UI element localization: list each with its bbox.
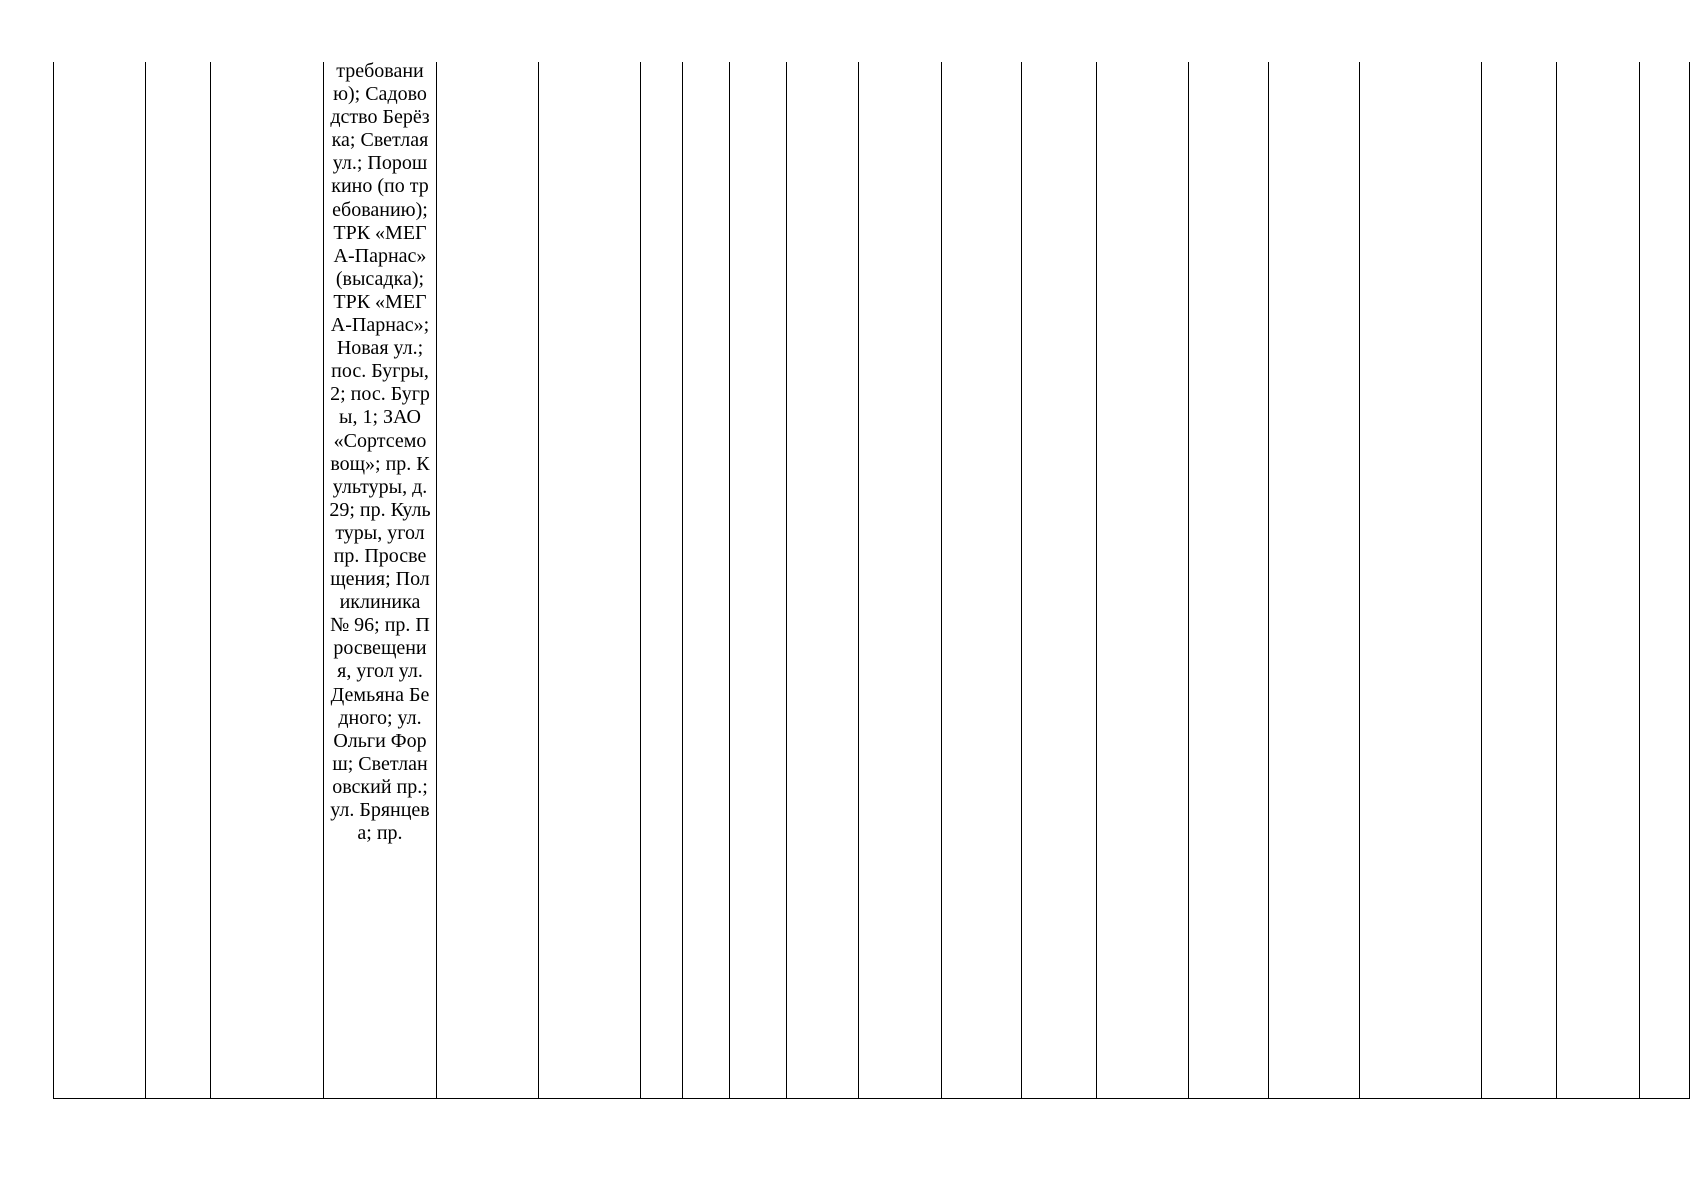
- table-cell: [683, 62, 730, 1099]
- table-cell: [859, 62, 942, 1099]
- table-cell: [1269, 62, 1360, 1099]
- table-cell: [539, 62, 641, 1099]
- table-cell: [1557, 62, 1640, 1099]
- table-cell: [787, 62, 859, 1099]
- table-cell: [730, 62, 787, 1099]
- table-cell: [1360, 62, 1482, 1099]
- table-cell: [1189, 62, 1269, 1099]
- table-cell: [1022, 62, 1097, 1099]
- routes-table: [53, 62, 1690, 1099]
- route-stops-text: требованию); Садоводство Берёзка; Светлая ул.; Порошкино (по требованию); ТРК «МЕГА-Парнас» (высадка); ТРК «МЕГА-Парнас»; Новая ул.; пос. Бугры, 2; пос. Бугры, 1; ЗАО «Сортсемовощ»; пр. Культуры, д. 29; пр. Культуры, угол пр. Просвещения; Поликлиника № 96; пр. Просвещения, угол ул. Демьяна Бедного; ул. Ольги Форш; Светлановский пр.; ул. Брянцева; пр.: [329, 60, 431, 845]
- table-cell: [1097, 62, 1189, 1099]
- table-cell: [437, 62, 539, 1099]
- table-cell: [211, 62, 324, 1099]
- table-row: [54, 62, 1690, 1099]
- table-cell: [324, 62, 437, 1099]
- table-cell: [942, 62, 1022, 1099]
- table-cell: [54, 62, 146, 1099]
- table-cell: [1482, 62, 1557, 1099]
- table-cell: [641, 62, 683, 1099]
- table-cell: [1640, 62, 1690, 1099]
- table-cell: [146, 62, 211, 1099]
